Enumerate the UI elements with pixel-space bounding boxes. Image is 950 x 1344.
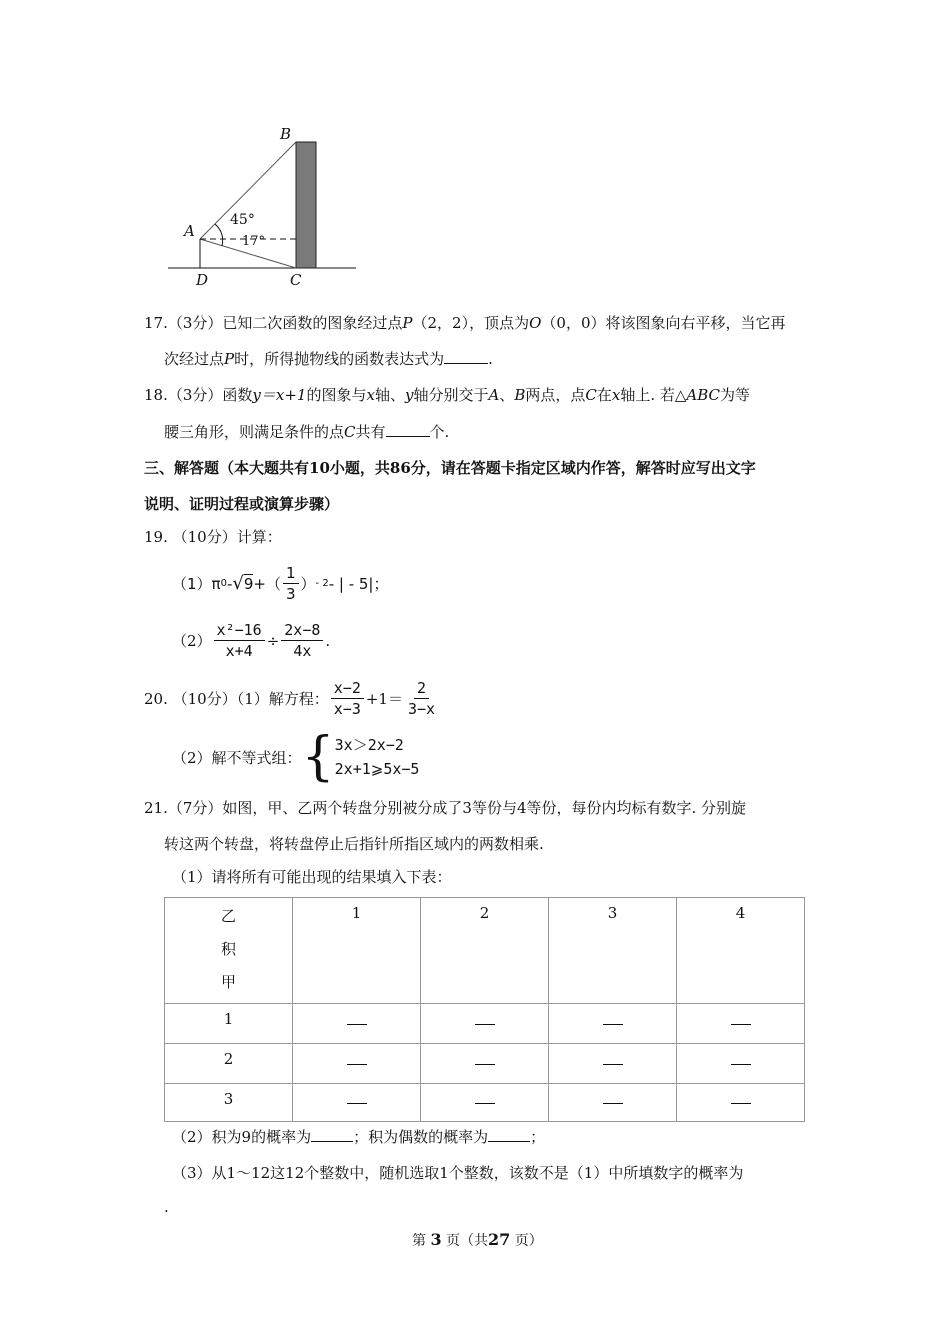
angle-arc — [215, 224, 223, 246]
row-header: 3 — [165, 1084, 293, 1122]
angle-45-label: 45° — [230, 212, 255, 228]
column-header: 2 — [421, 898, 549, 1004]
label-b: B — [280, 125, 292, 143]
answer-cell[interactable] — [549, 1044, 677, 1084]
question-18-line2: 腰三角形，则满足条件的点C共有 个. — [164, 423, 450, 441]
table-header-row — [165, 898, 805, 1004]
column-header: 3 — [549, 898, 677, 1004]
label-a: A — [184, 222, 195, 240]
question-18-line1: 18.（3分）函数y＝x+1的图象与x轴、y轴分别交于A、B两点，点C在x轴上. 若△ABC为等 — [144, 386, 751, 404]
question-19-part1: （1） π 0 - √ 9 +（ $\frac{1}{3}$ ） - 2 - | - 5|； — [172, 564, 389, 603]
question-20-part1: 20. （10分）（1）解方程： $\frac{x-2}{x-3}$ +1＝ $\frac{2}{3-x}$ — [144, 679, 436, 718]
answer-cell[interactable] — [293, 1044, 421, 1084]
section-3-heading-cont: 说明、证明过程或演算步骤） — [144, 495, 340, 513]
results-table — [164, 897, 805, 1122]
inequality-1: 3x＞2x−2 — [334, 736, 404, 754]
question-20-part2: （2）解不等式组： { 3x＞2x−2 2x+1⩾5x−5 — [172, 727, 420, 787]
column-header: 4 — [677, 898, 805, 1004]
geometry-figure — [160, 120, 370, 290]
answer-cell[interactable] — [421, 1044, 549, 1084]
question-21-part1: （1）请将所有可能出现的结果填入下表： — [172, 868, 452, 886]
building — [296, 142, 316, 268]
row-header: 2 — [165, 1044, 293, 1084]
label-c: C — [290, 271, 302, 289]
question-19-part2: （2） $\frac{\text{x²−16}}{x+4}$ ÷ $\frac{2x-8}{4x}$ . — [172, 621, 331, 660]
question-21-line1: 21.（7分）如图，甲、乙两个转盘分别被分成了3等份与4等份，每份内均标有数字. 分别旋 — [144, 799, 747, 817]
table-row — [165, 1084, 805, 1122]
page-footer: 第 3 页（共27 页） — [412, 1230, 543, 1249]
question-17-line1: 17.（3分）已知二次函数的图象经过点P（2，2），顶点为O（0，0）将该图象向右平移，当它再 — [144, 314, 786, 332]
system-brace: { — [301, 727, 335, 787]
angle-17-label: 17° — [242, 234, 266, 249]
question-21-part3-end: . — [164, 1198, 169, 1216]
question-17-line2: 次经过点P时，所得抛物线的函数表达式为 . — [164, 350, 493, 368]
question-21-line2: 转这两个转盘，将转盘停止后指针所指区域内的两数相乘. — [164, 835, 544, 853]
question-21-part2: （2）积为9的概率为 ；积为偶数的概率为 ； — [172, 1128, 546, 1146]
answer-cell[interactable] — [421, 1084, 549, 1122]
table-row — [165, 1004, 805, 1044]
label-d: D — [196, 271, 209, 289]
row-header: 1 — [165, 1004, 293, 1044]
answer-blank[interactable] — [444, 349, 488, 364]
table-corner-cell: 乙 积 甲 — [165, 898, 293, 1004]
column-header: 1 — [293, 898, 421, 1004]
question-19-title: 19. （10分）计算： — [144, 528, 282, 546]
answer-cell[interactable] — [549, 1004, 677, 1044]
answer-cell[interactable] — [677, 1004, 805, 1044]
inequality-2: 2x+1⩾5x−5 — [334, 760, 420, 778]
answer-cell[interactable] — [677, 1044, 805, 1084]
answer-blank[interactable] — [488, 1127, 530, 1142]
answer-cell[interactable] — [421, 1004, 549, 1044]
answer-cell[interactable] — [549, 1084, 677, 1122]
answer-cell[interactable] — [677, 1084, 805, 1122]
answer-blank[interactable] — [311, 1127, 353, 1142]
question-21-part3: （3）从1～12这12个整数中，随机选取1个整数，该数不是（1）中所填数字的概率为 — [172, 1164, 744, 1182]
answer-blank[interactable] — [386, 422, 430, 437]
section-3-heading: 三、解答题（本大题共有10小题，共86分，请在答题卡指定区域内作答，解答时应写出文字 — [144, 459, 756, 477]
answer-cell[interactable] — [293, 1004, 421, 1044]
table-row — [165, 1044, 805, 1084]
answer-cell[interactable] — [293, 1084, 421, 1122]
